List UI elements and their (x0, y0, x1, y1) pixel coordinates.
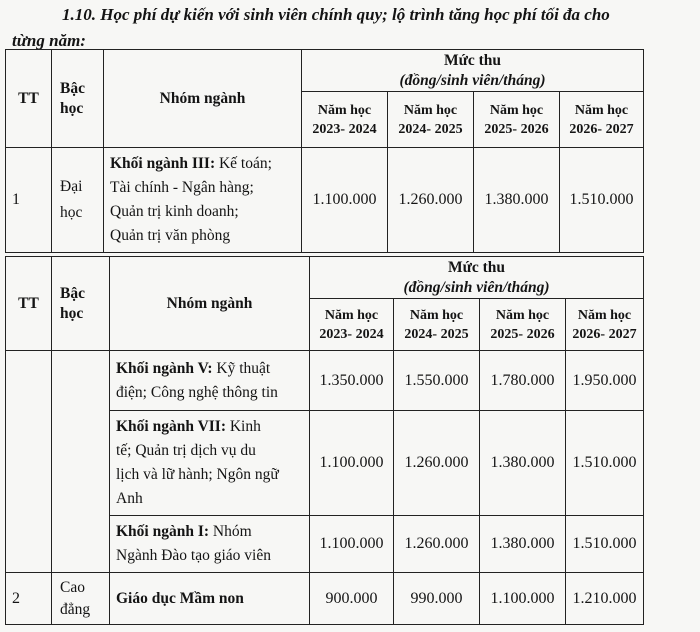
fee-cell: 1.100.000 (302, 148, 388, 253)
row-level: Đại học (52, 148, 104, 253)
fee-cell: 1.380.000 (480, 516, 566, 573)
fee-cell: 1.510.000 (566, 516, 644, 573)
header-level: Bậc học (52, 257, 110, 351)
fee-cell: 1.380.000 (480, 411, 566, 516)
heading-line-2: từng năm: (12, 31, 86, 50)
table-row (6, 351, 644, 411)
row-group: Khối ngành V: Kỹ thuật điện; Công nghệ thông tin (110, 351, 310, 411)
row-level (52, 351, 110, 573)
header-year: Năm học 2025- 2026 (480, 299, 566, 351)
row-group: Giáo dục Mầm non (110, 573, 310, 625)
fee-cell: 1.260.000 (394, 411, 480, 516)
row-tt: 1 (6, 148, 52, 253)
fee-cell: 1.260.000 (388, 148, 474, 253)
fee-cell: 1.550.000 (394, 351, 480, 411)
table-row (6, 148, 644, 253)
fee-table-university (5, 49, 644, 253)
fee-cell: 1.100.000 (480, 573, 566, 625)
fee-cell: 1.510.000 (566, 411, 644, 516)
header-fee: Mức thu (đồng/sinh viên/tháng) (302, 50, 644, 92)
fee-cell: 1.100.000 (310, 516, 394, 573)
fee-cell: 990.000 (394, 573, 480, 625)
header-level: Bậc học (52, 50, 104, 148)
fee-cell: 1.260.000 (394, 516, 480, 573)
header-group: Nhóm ngành (110, 257, 310, 351)
row-level: Cao đẳng (52, 573, 110, 625)
fee-cell: 1.100.000 (310, 411, 394, 516)
header-year: Năm học 2024- 2025 (394, 299, 480, 351)
fee-cell: 1.510.000 (560, 148, 644, 253)
header-year: Năm học 2026- 2027 (566, 299, 644, 351)
fee-cell: 1.950.000 (566, 351, 644, 411)
fee-cell: 1.380.000 (474, 148, 560, 253)
row-group: Khối ngành VII: Kinh tế; Quản trị dịch vụ du lịch và lữ hành; Ngôn ngữ Anh (110, 411, 310, 516)
section-heading (12, 2, 692, 54)
header-year: Năm học 2025- 2026 (474, 92, 560, 148)
fee-cell: 1.780.000 (480, 351, 566, 411)
fee-cell: 900.000 (310, 573, 394, 625)
fee-cell: 1.210.000 (566, 573, 644, 625)
header-year: Năm học 2023- 2024 (310, 299, 394, 351)
row-tt: 2 (6, 573, 52, 625)
table-row (6, 573, 644, 625)
row-tt (6, 351, 52, 573)
fee-table-groups (5, 256, 644, 625)
row-group: Khối ngành III: Kế toán; Tài chính - Ngân hàng; Quản trị kinh doanh; Quản trị văn phòng (104, 148, 302, 253)
heading-line-1: 1.10. Học phí dự kiến với sinh viên chính quy; lộ trình tăng học phí tối đa cho (62, 5, 610, 24)
header-tt: TT (6, 50, 52, 148)
header-year: Năm học 2023- 2024 (302, 92, 388, 148)
header-group: Nhóm ngành (104, 50, 302, 148)
header-fee: Mức thu (đồng/sinh viên/tháng) (310, 257, 644, 299)
header-year: Năm học 2026- 2027 (560, 92, 644, 148)
row-group: Khối ngành I: Nhóm Ngành Đào tạo giáo viên (110, 516, 310, 573)
fee-cell: 1.350.000 (310, 351, 394, 411)
header-tt: TT (6, 257, 52, 351)
header-year: Năm học 2024- 2025 (388, 92, 474, 148)
